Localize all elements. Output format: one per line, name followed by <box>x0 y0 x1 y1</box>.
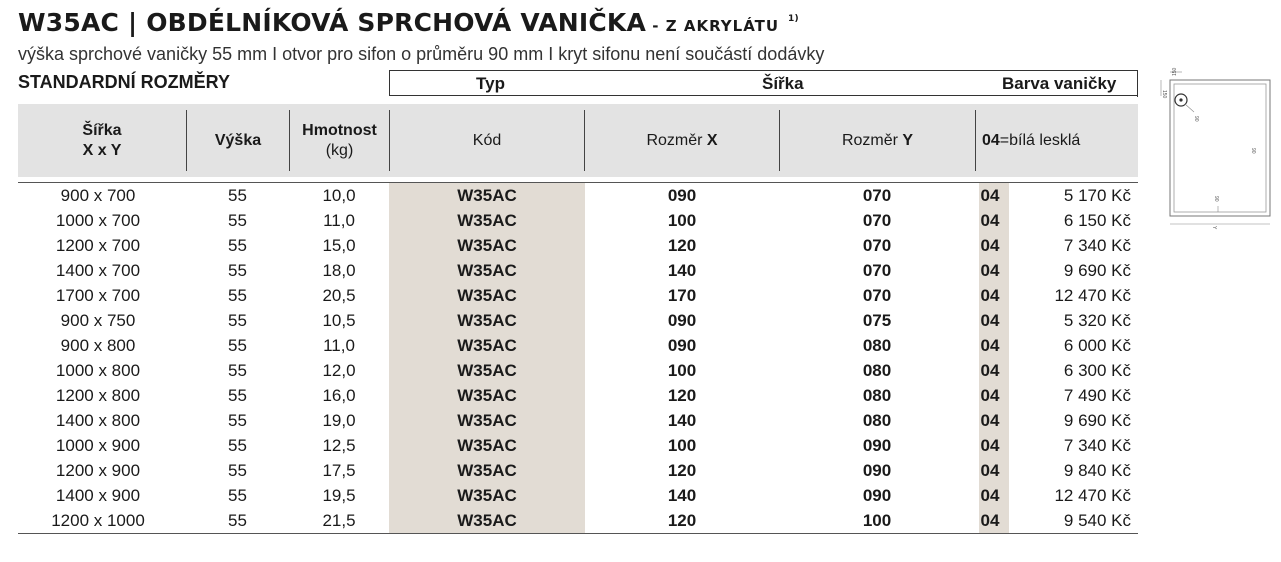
cell-hmotnost: 21,5 <box>322 511 356 530</box>
cell-vyska: 55 <box>228 411 247 430</box>
cell-hmotnost: 16,0 <box>322 386 356 405</box>
cell-barva: 04 <box>980 186 1000 205</box>
cell-rozmer-x: 090 <box>667 336 697 355</box>
cell-price: 9 540 Kč <box>1063 511 1131 530</box>
cell-barva: 04 <box>980 236 1000 255</box>
cell-rozmer-x: 170 <box>667 286 697 305</box>
table-row <box>18 458 1138 483</box>
cell-hmotnost: 18,0 <box>322 261 356 280</box>
cell-rozmer-y: 070 <box>862 236 892 255</box>
table-row <box>18 383 1138 408</box>
cell-hmotnost: 19,5 <box>322 486 356 505</box>
cell-rozmer-x: 120 <box>667 511 697 530</box>
cell-barva: 04 <box>980 511 1000 530</box>
cell-size: 1200 x 800 <box>55 386 141 405</box>
cell-hmotnost: 20,5 <box>322 286 356 305</box>
title-footnote: 1) <box>787 14 799 24</box>
group-header <box>389 70 1138 96</box>
cell-rozmer-y: 080 <box>862 411 892 430</box>
cell-rozmer-x: 120 <box>667 236 697 255</box>
cell-hmotnost: 15,0 <box>322 236 356 255</box>
cell-rozmer-y: 080 <box>862 336 892 355</box>
cell-rozmer-x: 100 <box>667 211 697 230</box>
barva-desc: =bílá lesklá <box>999 131 1081 149</box>
table-body <box>18 183 1138 533</box>
col-header-kod-label: Kód <box>472 131 502 149</box>
dim-label-top: 150 <box>1172 67 1178 76</box>
cell-hmotnost: 12,0 <box>322 361 356 380</box>
cell-price: 7 490 Kč <box>1063 386 1131 405</box>
dim-label-bottom-inner: 90 <box>1213 196 1219 202</box>
dim-label-side: 150 <box>1161 90 1167 99</box>
cell-size: 1000 x 800 <box>55 361 141 380</box>
cell-barva: 04 <box>980 286 1000 305</box>
cell-rozmer-x: 140 <box>667 486 697 505</box>
barva-code: 04 <box>982 131 1000 149</box>
cell-rozmer-y: 075 <box>862 311 892 330</box>
cell-size: 1700 x 700 <box>55 286 141 305</box>
cell-vyska: 55 <box>228 361 247 380</box>
table-row <box>18 208 1138 233</box>
cell-rozmer-x: 140 <box>667 411 697 430</box>
cell-size: 1400 x 900 <box>55 486 141 505</box>
table-row <box>18 333 1138 358</box>
title-suffix: - Z AKRYLÁTU <box>646 17 780 35</box>
cell-vyska: 55 <box>228 236 247 255</box>
cell-barva: 04 <box>980 486 1000 505</box>
cell-rozmer-y: 090 <box>862 486 892 505</box>
cell-price: 6 000 Kč <box>1063 336 1131 355</box>
cell-rozmer-x: 140 <box>667 261 697 280</box>
cell-kod: W35AC <box>457 461 517 480</box>
col-header-vyska-label: Výška <box>214 131 262 149</box>
cell-kod: W35AC <box>457 386 517 405</box>
cell-barva: 04 <box>980 311 1000 330</box>
rozmer-x-prefix: Rozměr <box>646 131 707 149</box>
cell-kod: W35AC <box>457 411 517 430</box>
cell-kod: W35AC <box>457 336 517 355</box>
rozmer-x-letter: X <box>706 131 718 149</box>
cell-price: 12 470 Kč <box>1054 286 1131 305</box>
product-table <box>18 183 1138 533</box>
col-header-hmotnost-line2: (kg) <box>325 141 354 159</box>
cell-size: 900 x 800 <box>60 336 136 355</box>
col-header-vyska <box>187 104 289 177</box>
table-row <box>18 233 1138 258</box>
cell-rozmer-y: 080 <box>862 386 892 405</box>
cell-size: 900 x 750 <box>60 311 136 330</box>
drain-center-icon <box>1179 98 1182 101</box>
cell-kod: W35AC <box>457 236 517 255</box>
rozmer-y-prefix: Rozměr <box>841 131 903 149</box>
cell-vyska: 55 <box>228 286 247 305</box>
cell-vyska: 55 <box>228 461 247 480</box>
cell-barva: 04 <box>980 361 1000 380</box>
cell-barva: 04 <box>980 386 1000 405</box>
cell-rozmer-y: 070 <box>862 261 892 280</box>
cell-rozmer-y: 080 <box>862 361 892 380</box>
cell-barva: 04 <box>980 461 1000 480</box>
cell-hmotnost: 12,5 <box>322 436 356 455</box>
cell-kod: W35AC <box>457 186 517 205</box>
table-bottom-rule <box>18 533 1138 534</box>
cell-price: 9 690 Kč <box>1063 261 1131 280</box>
cell-vyska: 55 <box>228 311 247 330</box>
cell-rozmer-y: 070 <box>862 286 892 305</box>
table-row <box>18 283 1138 308</box>
dim-label-y: Y <box>1211 226 1217 230</box>
rozmer-y-letter: Y <box>902 131 914 149</box>
page-subtitle: výška sprchové vaničky 55 mm I otvor pro sifon o průměru 90 mm I kryt sifonu není součástí dodávky <box>18 44 825 64</box>
col-header-hmotnost-line1: Hmotnost <box>302 121 377 139</box>
cell-kod: W35AC <box>457 436 517 455</box>
cell-size: 900 x 700 <box>60 186 136 205</box>
cell-barva: 04 <box>980 211 1000 230</box>
cell-price: 5 320 Kč <box>1063 311 1131 330</box>
dim-label-drain: 90 <box>1193 116 1199 122</box>
cell-rozmer-x: 120 <box>667 386 697 405</box>
page-title <box>18 8 799 37</box>
group-header-divider <box>1137 71 1138 97</box>
cell-vyska: 55 <box>228 336 247 355</box>
cell-hmotnost: 17,5 <box>322 461 356 480</box>
cell-size: 1200 x 900 <box>55 461 141 480</box>
cell-price: 6 300 Kč <box>1063 361 1131 380</box>
table-row <box>18 483 1138 508</box>
group-header-barva: Barva vaničky <box>1002 74 1117 93</box>
column-header <box>18 104 1138 177</box>
cell-price: 9 840 Kč <box>1063 461 1131 480</box>
dim-line-drain <box>1185 104 1194 112</box>
cell-vyska: 55 <box>228 386 247 405</box>
cell-kod: W35AC <box>457 211 517 230</box>
cell-rozmer-x: 090 <box>667 186 697 205</box>
cell-rozmer-x: 100 <box>667 436 697 455</box>
cell-price: 9 690 Kč <box>1063 411 1131 430</box>
cell-price: 7 340 Kč <box>1063 436 1131 455</box>
cell-kod: W35AC <box>457 361 517 380</box>
cell-rozmer-y: 100 <box>862 511 892 530</box>
cell-hmotnost: 10,0 <box>322 186 356 205</box>
cell-barva: 04 <box>980 411 1000 430</box>
table-row <box>18 508 1138 533</box>
col-header-barva-label <box>982 131 1080 151</box>
cell-size: 1400 x 700 <box>55 261 141 280</box>
cell-barva: 04 <box>980 436 1000 455</box>
table-row <box>18 183 1138 208</box>
cell-rozmer-x: 120 <box>667 461 697 480</box>
cell-price: 12 470 Kč <box>1054 486 1131 505</box>
cell-hmotnost: 19,0 <box>322 411 356 430</box>
cell-hmotnost: 10,5 <box>322 311 356 330</box>
cell-price: 7 340 Kč <box>1063 236 1131 255</box>
cell-vyska: 55 <box>228 436 247 455</box>
col-header-barva <box>976 104 1138 177</box>
cell-vyska: 55 <box>228 186 247 205</box>
cell-kod: W35AC <box>457 511 517 530</box>
col-header-rozmer-x <box>585 104 779 177</box>
col-header-rozmer-y <box>780 104 975 177</box>
group-header-sirka: Šířka <box>762 74 804 93</box>
cell-size: 1000 x 900 <box>55 436 141 455</box>
cell-rozmer-y: 070 <box>862 211 892 230</box>
group-header-typ: Typ <box>476 74 505 93</box>
cell-barva: 04 <box>980 261 1000 280</box>
cell-rozmer-x: 100 <box>667 361 697 380</box>
cell-barva: 04 <box>980 336 1000 355</box>
col-header-sirka-line2: X x Y <box>82 141 122 159</box>
table-row <box>18 308 1138 333</box>
cell-size: 1400 x 800 <box>55 411 141 430</box>
cell-rozmer-y: 090 <box>862 461 892 480</box>
cell-hmotnost: 11,0 <box>323 336 355 355</box>
col-header-kod <box>390 104 584 177</box>
cell-size: 1200 x 1000 <box>51 511 145 530</box>
dim-label-right: 90 <box>1250 148 1256 154</box>
table-row <box>18 433 1138 458</box>
cell-kod: W35AC <box>457 486 517 505</box>
cell-vyska: 55 <box>228 261 247 280</box>
table-row <box>18 408 1138 433</box>
cell-rozmer-x: 090 <box>667 311 697 330</box>
cell-vyska: 55 <box>228 486 247 505</box>
cell-rozmer-y: 090 <box>862 436 892 455</box>
tray-technical-drawing <box>1158 66 1274 230</box>
col-header-sirka <box>18 104 186 177</box>
col-header-sirka-line1: Šířka <box>82 121 122 139</box>
cell-vyska: 55 <box>228 511 247 530</box>
cell-size: 1000 x 700 <box>55 211 141 230</box>
table-row <box>18 358 1138 383</box>
title-main: W35AC | OBDÉLNÍKOVÁ SPRCHOVÁ VANIČKA <box>18 8 647 37</box>
cell-kod: W35AC <box>457 261 517 280</box>
cell-size: 1200 x 700 <box>55 236 141 255</box>
col-header-hmotnost <box>290 104 389 177</box>
cell-vyska: 55 <box>228 211 247 230</box>
col-header-rozmer-x-label <box>646 131 717 151</box>
table-row <box>18 258 1138 283</box>
cell-price: 6 150 Kč <box>1063 211 1131 230</box>
section-label: STANDARDNÍ ROZMĚRY <box>18 72 230 92</box>
cell-price: 5 170 Kč <box>1063 186 1131 205</box>
col-header-rozmer-y-label <box>842 131 913 151</box>
cell-hmotnost: 11,0 <box>323 211 355 230</box>
cell-rozmer-y: 070 <box>862 186 892 205</box>
cell-kod: W35AC <box>457 311 517 330</box>
cell-kod: W35AC <box>457 286 517 305</box>
